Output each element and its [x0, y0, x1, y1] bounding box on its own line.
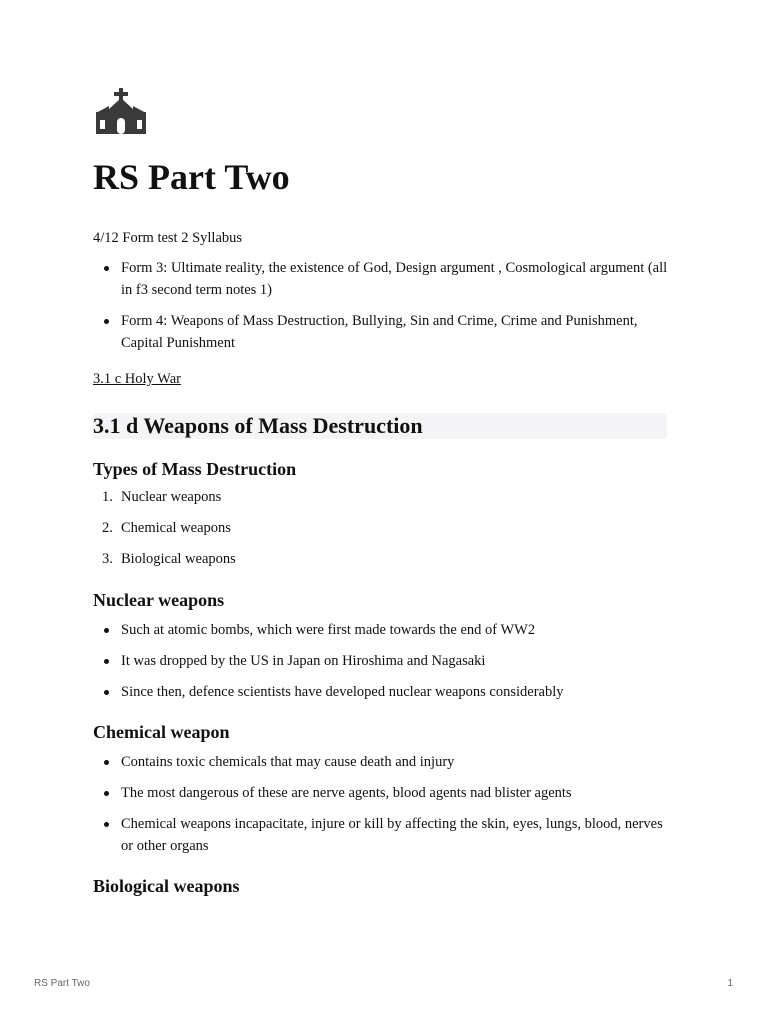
list-item: Form 3: Ultimate reality, the existence of God, Design argument , Cosmological argument (all in f3 second term notes 1) — [93, 257, 675, 301]
list-item: 1. Nuclear weapons — [102, 489, 222, 505]
page-number: 1 — [727, 978, 733, 989]
list-item: Form 4: Weapons of Mass Destruction, Bullying, Sin and Crime, Crime and Punishment, Capital Punishment — [93, 310, 675, 354]
section-heading: 3.1 d Weapons of Mass Destruction — [93, 413, 667, 439]
list-item: Since then, defence scientists have developed nuclear weapons considerably — [93, 681, 675, 703]
list-item: 2. Chemical weapons — [102, 520, 231, 536]
holy-war-link[interactable]: 3.1 c Holy War — [93, 371, 181, 387]
syllabus-list — [93, 257, 675, 354]
list-item: It was dropped by the US in Japan on Hiroshima and Nagasaki — [93, 650, 675, 672]
chemical-heading: Chemical weapon — [93, 722, 230, 742]
page-title: RS Part Two — [93, 157, 290, 197]
types-heading: Types of Mass Destruction — [93, 459, 297, 479]
list-item: Contains toxic chemicals that may cause death and injury — [93, 751, 675, 773]
list-item: 3. Biological weapons — [102, 551, 236, 567]
syllabus-line: 4/12 Form test 2 Syllabus — [93, 230, 243, 246]
biological-heading: Biological weapons — [93, 876, 240, 896]
nuclear-heading: Nuclear weapons — [93, 590, 225, 610]
chemical-list — [93, 751, 675, 857]
list-item: The most dangerous of these are nerve agents, blood agents nad blister agents — [93, 782, 675, 804]
list-item: Chemical weapons incapacitate, injure or kill by affecting the skin, eyes, lungs, blood, nerves or other organs — [93, 813, 675, 857]
list-item: Such at atomic bombs, which were first made towards the end of WW2 — [93, 619, 675, 641]
church-icon — [96, 88, 146, 134]
footer-title: RS Part Two — [34, 978, 90, 989]
types-list — [93, 486, 675, 570]
nuclear-list — [93, 619, 675, 703]
